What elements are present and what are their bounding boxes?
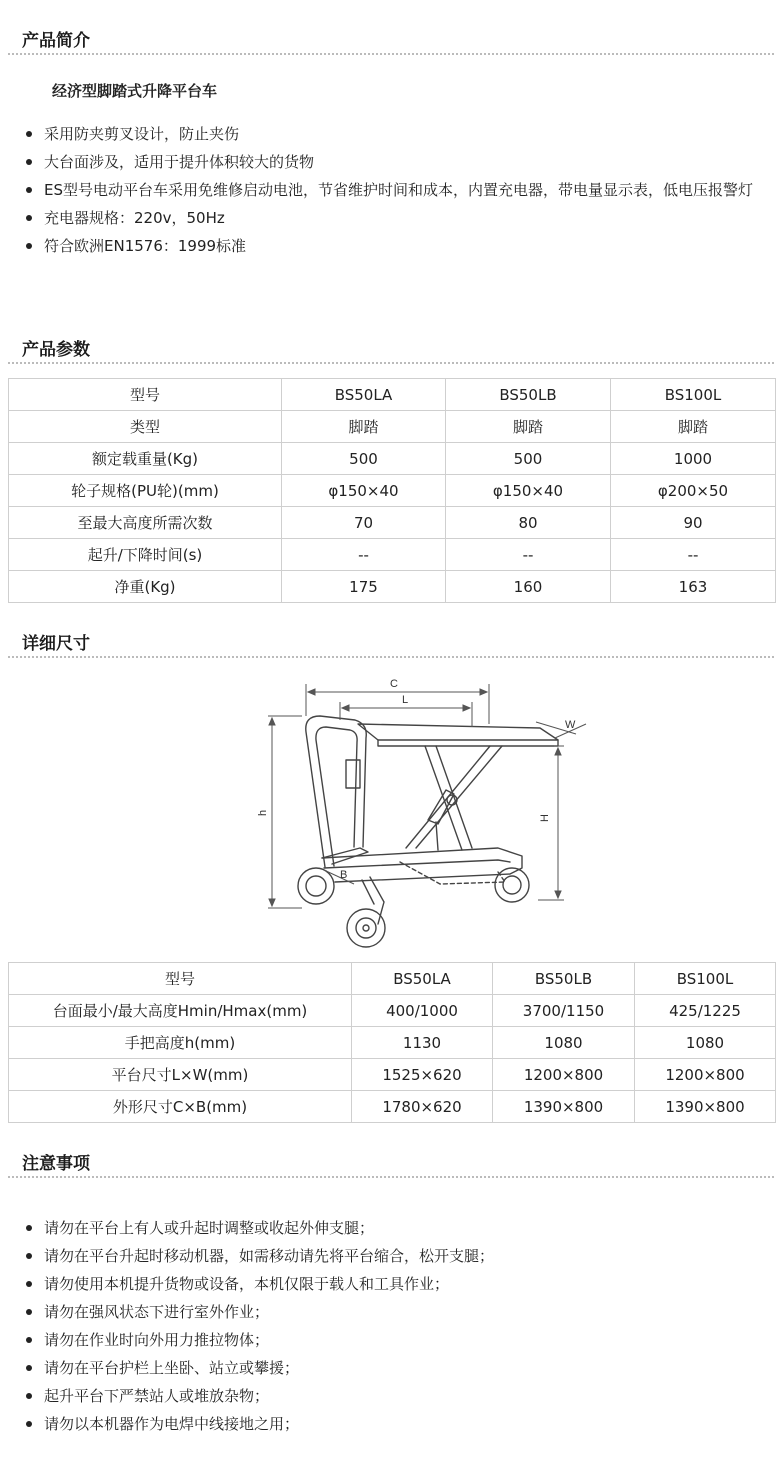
intro-heading: 产品简介 [22,31,90,51]
table-cell: 1525×620 [352,1059,493,1091]
table-row [9,443,776,475]
dim-label-l: L [402,694,409,706]
note-item: 起升平台下严禁站人或堆放杂物； [22,1382,758,1410]
table-cell: φ200×50 [611,475,776,507]
table-row [9,995,776,1027]
table-cell: 400/1000 [352,995,493,1027]
table-cell: 1780×620 [352,1091,493,1123]
table-row [9,475,776,507]
table-cell: -- [611,539,776,571]
dim-label-H: H [539,814,551,822]
notes-list [22,1214,758,1438]
table-cell: 80 [446,507,611,539]
divider [8,362,774,364]
dim-label-h: h [257,809,269,816]
divider [8,53,774,55]
table-row [9,1027,776,1059]
table-cell: 1200×800 [635,1059,776,1091]
table-cell: 台面最小/最大高度Hmin/Hmax(mm) [9,995,352,1027]
table-cell: 脚踏 [611,411,776,443]
table-cell: 163 [611,571,776,603]
params-table [8,378,776,603]
table-row [9,539,776,571]
table-cell: 平台尺寸L×W(mm) [9,1059,352,1091]
table-cell: φ150×40 [282,475,446,507]
table-cell: 脚踏 [446,411,611,443]
table-cell: 轮子规格(PU轮)(mm) [9,475,282,507]
note-item: 请勿在平台护栏上坐卧、站立或攀援； [22,1354,758,1382]
table-cell: 起升/下降时间(s) [9,539,282,571]
note-item: 请勿以本机器作为电焊中线接地之用； [22,1410,758,1438]
notes-heading: 注意事项 [22,1154,90,1174]
table-cell: 型号 [9,379,282,411]
divider [8,1176,774,1178]
table-cell: 1000 [611,443,776,475]
table-cell: 1080 [493,1027,635,1059]
note-item: 请勿使用本机提升货物或设备，本机仅限于载人和工具作业； [22,1270,758,1298]
table-row [9,571,776,603]
dim-label-w: W [565,719,576,731]
feature-item: ES型号电动平台车采用免维修启动电池，节省维护时间和成本，内置充电器，带电量显示表，低电压报警灯 [22,176,758,204]
feature-item: 充电器规格：220v，50Hz [22,204,758,232]
feature-item: 符合欧洲EN1576：1999标准 [22,232,758,260]
table-cell: 1080 [635,1027,776,1059]
table-cell: 1130 [352,1027,493,1059]
table-row [9,1091,776,1123]
dims-table [8,962,776,1123]
table-cell: 1200×800 [493,1059,635,1091]
table-cell: 1390×800 [635,1091,776,1123]
note-item: 请勿在强风状态下进行室外作业； [22,1298,758,1326]
dim-label-b: B [340,869,348,881]
dims-heading: 详细尺寸 [22,634,90,654]
table-row [9,507,776,539]
table-row [9,379,776,411]
product-subtitle: 经济型脚踏式升降平台车 [52,82,218,100]
note-item: 请勿在平台升起时移动机器，如需移动请先将平台缩合，松开支腿； [22,1242,758,1270]
table-cell: BS100L [635,963,776,995]
table-cell: 手把高度h(mm) [9,1027,352,1059]
table-row [9,963,776,995]
table-cell: φ150×40 [446,475,611,507]
table-cell: 175 [282,571,446,603]
divider [8,656,774,658]
table-cell: 1390×800 [493,1091,635,1123]
table-cell: -- [282,539,446,571]
feature-item: 采用防夹剪叉设计，防止夹伤 [22,120,758,148]
dim-label-c: C [390,678,398,690]
table-cell: 500 [446,443,611,475]
table-cell: 425/1225 [635,995,776,1027]
table-cell: 类型 [9,411,282,443]
table-cell: 至最大高度所需次数 [9,507,282,539]
table-cell: 脚踏 [282,411,446,443]
table-cell: 型号 [9,963,352,995]
table-cell: 3700/1150 [493,995,635,1027]
note-item: 请勿在作业时向外用力推拉物体； [22,1326,758,1354]
table-cell: 500 [282,443,446,475]
feature-list [22,120,758,260]
table-row [9,411,776,443]
table-cell: 外形尺寸C×B(mm) [9,1091,352,1123]
table-cell: BS50LA [352,963,493,995]
feature-item: 大台面涉及，适用于提升体积较大的货物 [22,148,758,176]
table-row [9,1059,776,1091]
note-item: 请勿在平台上有人或升起时调整或收起外伸支腿； [22,1214,758,1242]
table-cell: -- [446,539,611,571]
table-cell: BS50LB [446,379,611,411]
table-cell: BS100L [611,379,776,411]
table-cell: BS50LA [282,379,446,411]
table-cell: 额定载重量(Kg) [9,443,282,475]
lift-table-diagram [240,672,600,962]
table-cell: 90 [611,507,776,539]
table-cell: 160 [446,571,611,603]
table-cell: 70 [282,507,446,539]
table-cell: 净重(Kg) [9,571,282,603]
params-heading: 产品参数 [22,340,90,360]
table-cell: BS50LB [493,963,635,995]
